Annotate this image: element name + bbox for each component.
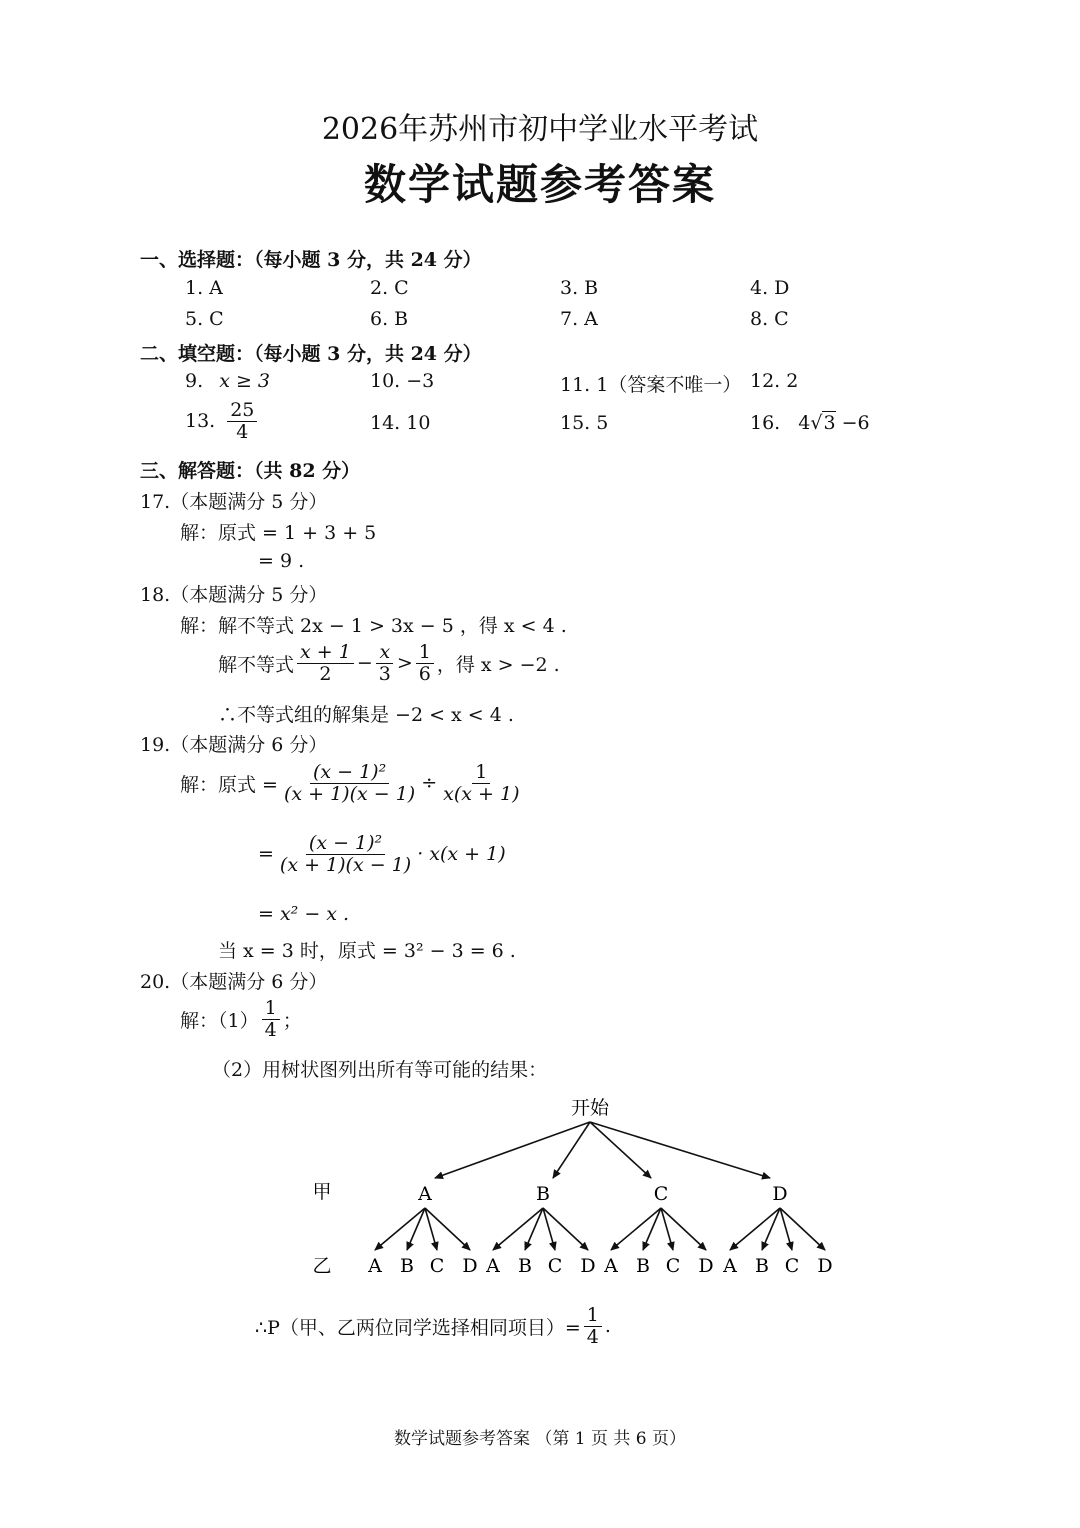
answer-16-tail: −6 xyxy=(841,412,870,434)
fraction-denominator: x(x + 1) xyxy=(443,782,520,805)
q20-heading: 20.（本题满分 6 分） xyxy=(140,971,328,993)
answer-3: 3. B xyxy=(560,277,599,299)
answer-1: 1. A xyxy=(185,277,223,299)
fraction-numerator: 1 xyxy=(472,762,490,784)
tree-branch-root-C xyxy=(590,1122,651,1178)
fraction-numerator: (x − 1)² xyxy=(306,833,385,855)
tree-node-yi-B-A: A xyxy=(486,1255,500,1277)
tree-branch-root-A xyxy=(435,1122,590,1178)
q18-line2-suffix: ，得 x > −2 . xyxy=(436,653,560,676)
section-heading-fill: 二、填空题：（每小题 3 分，共 24 分） xyxy=(140,343,482,365)
radical-sign: √ xyxy=(810,412,823,434)
fraction-denominator: 2 xyxy=(319,662,332,685)
fraction-denominator: 4 xyxy=(264,1018,277,1041)
fraction-numerator: x + 1 xyxy=(297,642,354,664)
fraction-denominator: (x + 1)(x − 1) xyxy=(279,853,412,876)
answer-15: 15. 5 xyxy=(560,412,609,434)
tree-branch-root-B xyxy=(553,1122,590,1178)
q18-fraction-3 xyxy=(416,642,434,685)
fraction-denominator: 4 xyxy=(586,1325,599,1348)
q17-heading: 17.（本题满分 5 分） xyxy=(140,491,328,513)
greater-sign: > xyxy=(396,652,413,675)
q18-fraction-1 xyxy=(297,642,354,685)
q17-line2: = 9 . xyxy=(258,550,305,572)
tree-node-yi-A-C: C xyxy=(429,1255,445,1277)
answer-6: 6. B xyxy=(370,308,409,330)
q18-fraction-2 xyxy=(376,642,394,685)
fraction-numerator: 1 xyxy=(416,642,434,664)
tree-branch-B-B xyxy=(525,1208,543,1250)
tree-node-yi-B-D: D xyxy=(580,1255,596,1277)
fraction-numerator: (x − 1)² xyxy=(310,762,389,784)
page-footer: 数学试题参考答案 （第 1 页 共 6 页） xyxy=(393,1429,687,1449)
answer-12: 12. 2 xyxy=(750,370,799,392)
q19-fraction-2 xyxy=(440,762,522,805)
q20-conclusion-end: . xyxy=(604,1315,611,1338)
answer-8: 8. C xyxy=(750,308,789,330)
tree-row-label-yi: 乙 xyxy=(312,1255,332,1277)
q18-heading: 18.（本题满分 5 分） xyxy=(140,584,328,606)
q19-fraction-1 xyxy=(281,762,418,805)
answer-16-number: 16. xyxy=(750,412,781,434)
tree-node-yi-A-B: B xyxy=(400,1255,414,1277)
answer-9-value: x ≥ 3 xyxy=(219,370,270,392)
q20-part1-label: 解：（1） xyxy=(180,1009,259,1032)
tree-node-yi-A-D: D xyxy=(462,1255,478,1277)
answer-14: 14. 10 xyxy=(370,412,431,434)
tree-root: 开始 xyxy=(570,1097,610,1119)
answer-13-number: 13. xyxy=(185,410,216,433)
tree-row-label-jia: 甲 xyxy=(312,1181,332,1203)
fraction-denominator: 6 xyxy=(418,662,431,685)
tree-diagram xyxy=(0,1090,1080,1290)
equals-sign: = xyxy=(258,843,274,866)
tree-branch-C-A xyxy=(611,1208,661,1250)
q19-fraction-3 xyxy=(277,833,414,876)
tree-node-yi-A-A: A xyxy=(368,1255,382,1277)
tree-branch-A-B xyxy=(407,1208,425,1250)
answer-9-number: 9. xyxy=(185,370,204,392)
answer-11: 11. 1（答案不唯一） xyxy=(560,374,742,396)
divide-sign: ÷ xyxy=(421,772,438,795)
radicand: 3 xyxy=(823,412,836,434)
tree-branch-B-A xyxy=(493,1208,543,1250)
fraction-denominator: 3 xyxy=(378,662,391,685)
q19-heading: 19.（本题满分 6 分） xyxy=(140,734,328,756)
q20-conclusion-text: ∴P（甲、乙两位同学选择相同项目）= xyxy=(255,1316,581,1339)
q18-line2-prefix: 解不等式 xyxy=(218,653,295,676)
answer-13 xyxy=(185,400,260,443)
tree-node-jia-B: B xyxy=(536,1183,550,1205)
tree-node-yi-D-C: C xyxy=(784,1255,800,1277)
q19-label: 解：原式 = xyxy=(180,773,278,796)
answer-5: 5. C xyxy=(185,308,224,330)
tree-node-yi-D-D: D xyxy=(817,1255,833,1277)
tree-branch-D-B xyxy=(762,1208,780,1250)
answer-7: 7. A xyxy=(560,308,598,330)
answer-16 xyxy=(750,412,870,434)
tree-node-yi-B-B: B xyxy=(518,1255,532,1277)
q20-part1-fraction xyxy=(262,998,280,1041)
tree-node-jia-D: D xyxy=(772,1183,788,1205)
fraction-numerator: 1 xyxy=(262,998,280,1020)
document-title: 数学试题参考答案 xyxy=(363,160,716,209)
fraction-denominator: 4 xyxy=(236,420,249,443)
q19-line1 xyxy=(180,762,526,805)
fraction-denominator: (x + 1)(x − 1) xyxy=(283,782,416,805)
tree-node-yi-C-C: C xyxy=(665,1255,681,1277)
q18-line1: 解：解不等式 2x − 1 > 3x − 5 ，得 x < 4 . xyxy=(180,615,567,637)
tree-node-yi-C-B: B xyxy=(636,1255,650,1277)
tree-node-yi-D-A: A xyxy=(723,1255,737,1277)
q19-line4: 当 x = 3 时，原式 = 3² − 3 = 6 . xyxy=(218,940,516,962)
section-heading-choice: 一、选择题：（每小题 3 分，共 24 分） xyxy=(140,249,482,271)
exam-title: 2026年苏州市初中学业水平考试 xyxy=(321,112,759,147)
q17-line1: 解：原式 = 1 + 3 + 5 xyxy=(180,522,377,544)
answer-9 xyxy=(185,370,270,392)
fraction-numerator: 25 xyxy=(227,400,257,422)
tree-node-yi-C-A: A xyxy=(604,1255,618,1277)
answer-4: 4. D xyxy=(750,277,790,299)
fraction-numerator: x xyxy=(376,642,393,664)
tree-branch-D-A xyxy=(730,1208,780,1250)
q20-part2: （2）用树状图列出所有等可能的结果： xyxy=(212,1059,548,1081)
q20-part1-end: ； xyxy=(282,1009,302,1032)
answer-13-fraction xyxy=(227,400,257,443)
answer-16-coefficient: 4 xyxy=(798,412,811,434)
fraction-numerator: 1 xyxy=(584,1305,602,1327)
minus-sign: − xyxy=(356,652,373,675)
tree-node-jia-A: A xyxy=(418,1183,432,1205)
tree-branch-C-B xyxy=(643,1208,661,1250)
q18-line3: ∴不等式组的解集是 −2 < x < 4 . xyxy=(218,704,514,726)
q18-line2 xyxy=(218,642,560,685)
tree-branch-A-A xyxy=(375,1208,425,1250)
q20-conclusion xyxy=(255,1305,611,1348)
section-heading-solve: 三、解答题：（共 82 分） xyxy=(140,460,361,482)
q20-conclusion-fraction xyxy=(584,1305,602,1348)
tree-branch-root-D xyxy=(590,1122,770,1178)
tree-node-yi-D-B: B xyxy=(755,1255,769,1277)
answer-2: 2. C xyxy=(370,277,409,299)
q19-multiplier: · x(x + 1) xyxy=(417,843,506,866)
q19-line3: = x² − x . xyxy=(258,903,350,925)
q19-line2 xyxy=(258,833,506,876)
answer-10: 10. −3 xyxy=(370,370,435,392)
tree-node-yi-B-C: C xyxy=(547,1255,563,1277)
tree-node-yi-C-D: D xyxy=(698,1255,714,1277)
q20-part1 xyxy=(180,998,302,1041)
tree-node-jia-C: C xyxy=(653,1183,669,1205)
